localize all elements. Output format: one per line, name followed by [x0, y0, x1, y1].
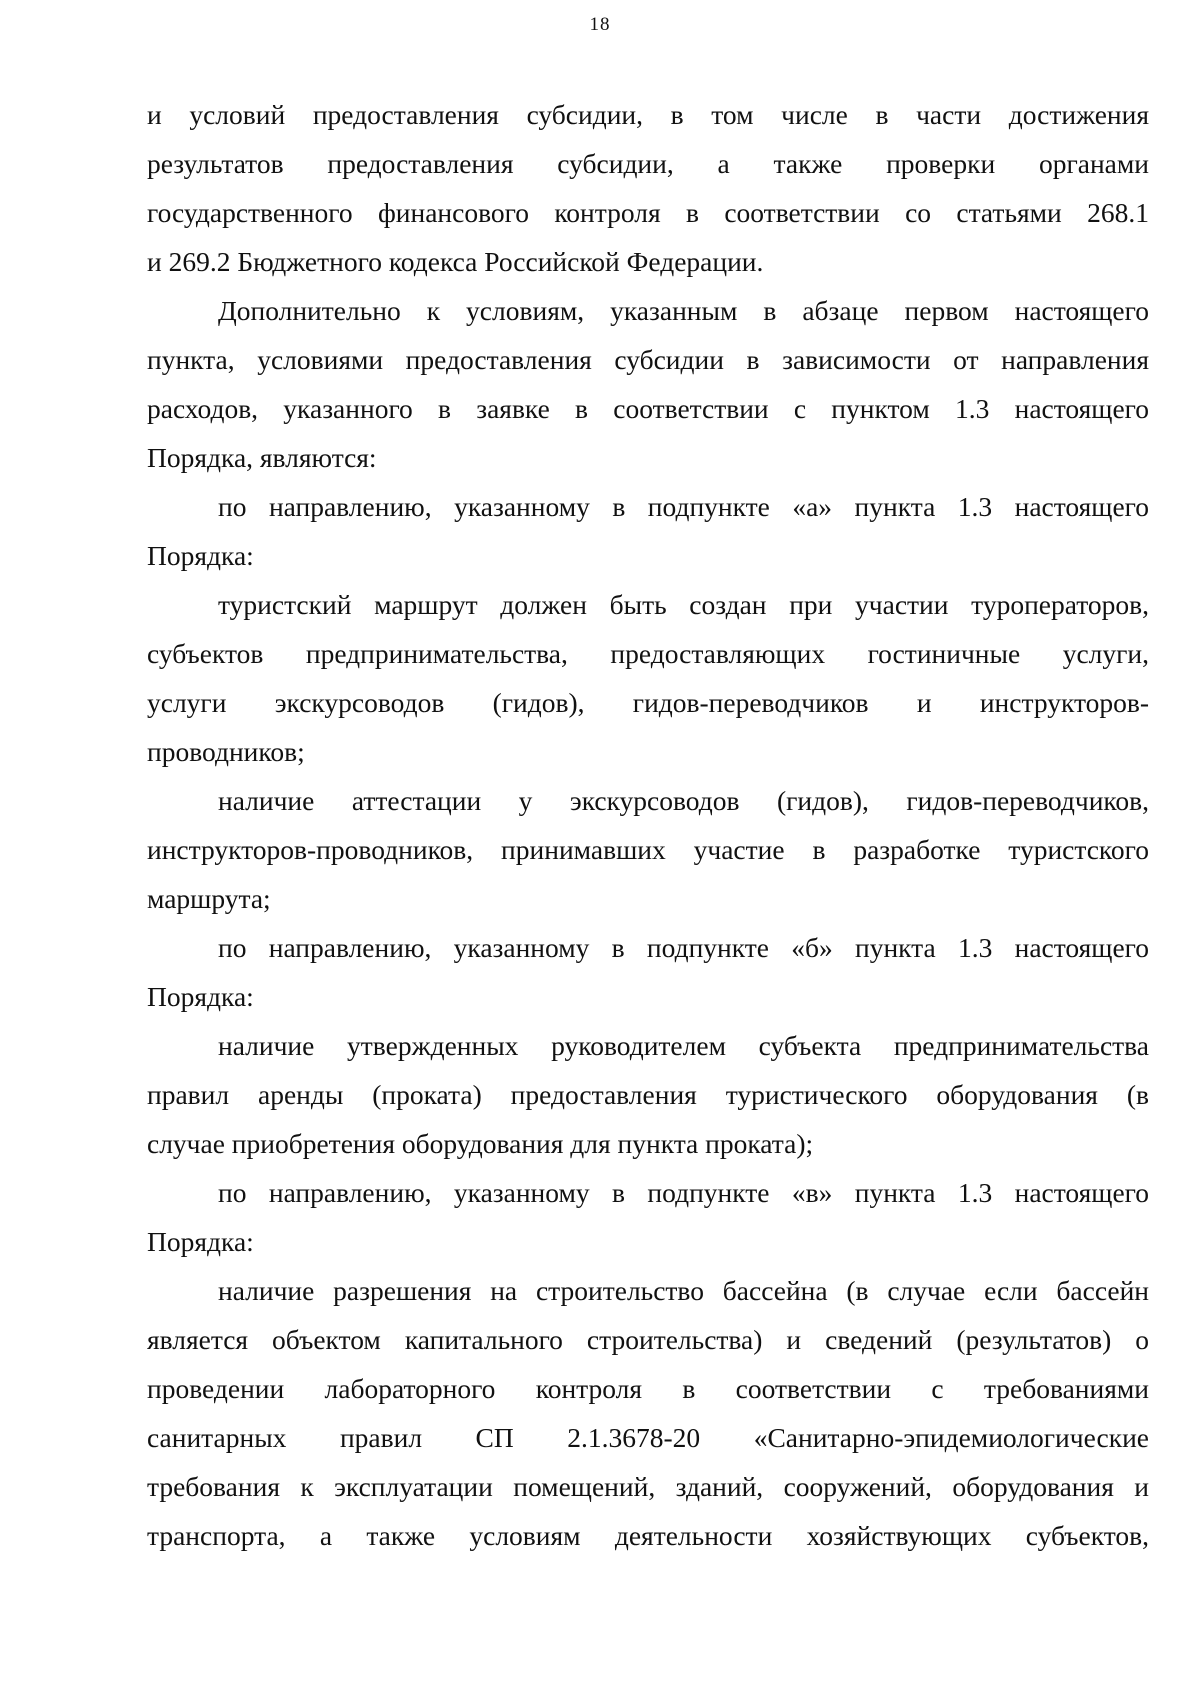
text-line: расходов, указанного в заявке в соответствии с пунктом 1.3 настоящего [147, 393, 1149, 424]
text-line: Порядка: [147, 1226, 254, 1257]
body-text [147, 90, 1149, 1560]
text-line: маршрута; [147, 883, 271, 914]
text-line: субъектов предпринимательства, предоставляющих гостиничные услуги, [147, 638, 1149, 669]
text-line: Порядка: [147, 540, 254, 571]
text-line: Порядка, являются: [147, 442, 377, 473]
text-line: случае приобретения оборудования для пункта проката); [147, 1128, 814, 1159]
text-line: по направлению, указанному в подпункте «в» пункта 1.3 настоящего [218, 1177, 1149, 1208]
text-line: результатов предоставления субсидии, а также проверки органами [147, 148, 1149, 179]
text-line: санитарных правил СП 2.1.3678-20 «Санитарно-эпидемиологические [147, 1422, 1149, 1453]
text-line: Дополнительно к условиям, указанным в абзаце первом настоящего [218, 295, 1149, 326]
text-line: требования к эксплуатации помещений, зданий, сооружений, оборудования и [147, 1471, 1149, 1502]
text-line: и условий предоставления субсидии, в том числе в части достижения [147, 99, 1149, 130]
text-line: государственного финансового контроля в соответствии со статьями 268.1 [147, 197, 1149, 228]
text-line: правил аренды (проката) предоставления туристического оборудования (в [147, 1079, 1149, 1110]
text-line: инструкторов-проводников, принимавших участие в разработке туристского [147, 834, 1149, 865]
text-line: по направлению, указанному в подпункте «а» пункта 1.3 настоящего [218, 491, 1149, 522]
text-line: пункта, условиями предоставления субсидии в зависимости от направления [147, 344, 1149, 375]
text-line: по направлению, указанному в подпункте «б» пункта 1.3 настоящего [218, 932, 1149, 963]
text-line: услуги экскурсоводов (гидов), гидов-переводчиков и инструкторов- [147, 687, 1149, 718]
text-line: проведении лабораторного контроля в соответствии с требованиями [147, 1373, 1149, 1404]
text-line: наличие разрешения на строительство бассейна (в случае если бассейн [218, 1275, 1149, 1306]
text-line: и 269.2 Бюджетного кодекса Российской Федерации. [147, 246, 764, 277]
text-line: Порядка: [147, 981, 254, 1012]
text-line: проводников; [147, 736, 305, 767]
text-line: наличие утвержденных руководителем субъекта предпринимательства [218, 1030, 1149, 1061]
text-line: является объектом капитального строительства) и сведений (результатов) о [147, 1324, 1149, 1355]
text-line: наличие аттестации у экскурсоводов (гидов), гидов-переводчиков, [218, 785, 1149, 816]
text-line: транспорта, а также условиям деятельности хозяйствующих субъектов, [147, 1520, 1149, 1551]
page-number: 18 [589, 14, 611, 35]
text-line: туристский маршрут должен быть создан при участии туроператоров, [218, 589, 1149, 620]
